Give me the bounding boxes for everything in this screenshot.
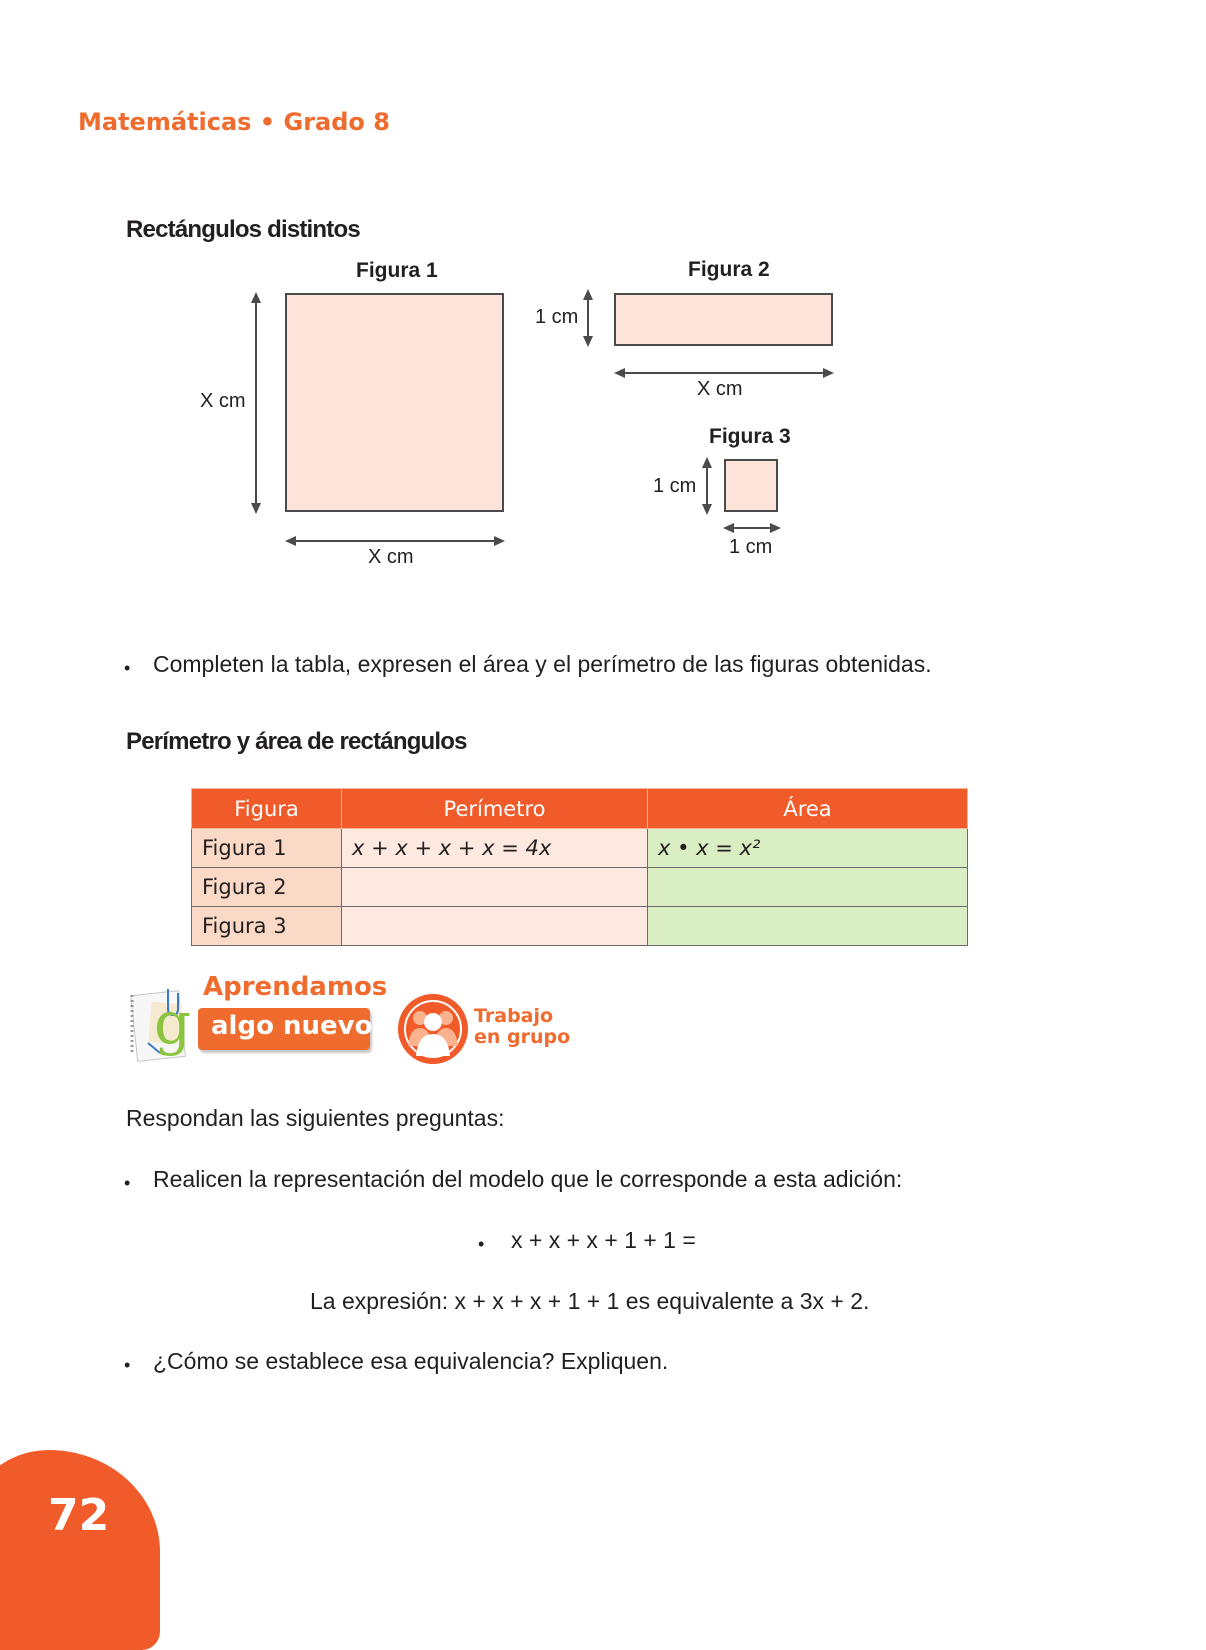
section-title-perimeter-area: Perímetro y área de rectángulos bbox=[126, 728, 467, 755]
group-work-icon bbox=[396, 992, 470, 1066]
figure2-rectangle bbox=[614, 293, 833, 346]
figure1-height-arrow bbox=[245, 290, 267, 516]
q1-bullet: • bbox=[124, 1173, 131, 1193]
page-number: 72 bbox=[48, 1490, 110, 1541]
badge-g-letter: g bbox=[154, 989, 192, 1057]
table-header-area: Área bbox=[648, 789, 968, 829]
table-row bbox=[192, 907, 968, 946]
table-cell-figura: Figura 1 bbox=[192, 829, 342, 868]
figure2-width-label: X cm bbox=[697, 378, 743, 400]
q2-bullet: • bbox=[124, 1355, 131, 1375]
perimeter-area-table bbox=[191, 788, 968, 946]
page-number-blob bbox=[0, 1450, 160, 1650]
table-cell-perimetro[interactable] bbox=[342, 907, 648, 946]
figure2-height-label: 1 cm bbox=[535, 306, 579, 328]
q1-text: Realicen la representación del modelo que le corresponde a esta adición: bbox=[153, 1166, 903, 1192]
questions-intro: Respondan las siguientes preguntas: bbox=[126, 1105, 505, 1131]
expression-bullet: • bbox=[478, 1234, 485, 1254]
q2-text: ¿Cómo se establece esa equivalencia? Expliquen. bbox=[153, 1348, 669, 1374]
figure3-height-arrow bbox=[697, 456, 717, 516]
equivalence-text: La expresión: x + x + x + 1 + 1 es equivalente a 3x + 2. bbox=[310, 1288, 870, 1314]
table-cell-area: x • x = x² bbox=[648, 829, 968, 868]
table-cell-area[interactable] bbox=[648, 868, 968, 907]
instruction1-text: Completen la tabla, expresen el área y el perímetro de las figuras obtenidas. bbox=[153, 651, 932, 677]
badge-learn-line2: algo nuevo bbox=[211, 1011, 373, 1041]
figure1-label: Figura 1 bbox=[356, 259, 438, 282]
table-row bbox=[192, 829, 968, 868]
table-cell-perimetro[interactable] bbox=[342, 868, 648, 907]
figure1-height-label: X cm bbox=[200, 390, 246, 412]
figure2-height-arrow bbox=[578, 288, 598, 348]
table-cell-area[interactable] bbox=[648, 907, 968, 946]
badge-group-line2: en grupo bbox=[474, 1026, 571, 1048]
table-cell-figura: Figura 2 bbox=[192, 868, 342, 907]
figure1-square bbox=[285, 293, 504, 512]
table-cell-perimetro: x + x + x + x = 4x bbox=[342, 829, 648, 868]
table-header-row bbox=[192, 789, 968, 829]
figure3-height-label: 1 cm bbox=[653, 475, 697, 497]
table-row bbox=[192, 868, 968, 907]
page-header-title: Matemáticas • Grado 8 bbox=[78, 108, 390, 136]
badge-group-line1: Trabajo bbox=[474, 1005, 554, 1027]
table-header-perimetro: Perímetro bbox=[342, 789, 648, 829]
notebook-icon bbox=[128, 985, 190, 1063]
figure2-label-text: Figura 2 bbox=[688, 258, 770, 281]
expression-text: x + x + x + 1 + 1 = bbox=[511, 1227, 696, 1253]
figure1-width-label: X cm bbox=[368, 546, 414, 568]
table-cell-figura: Figura 3 bbox=[192, 907, 342, 946]
badge-learn-line1: Aprendamos bbox=[203, 972, 388, 1002]
figure3-width-arrow bbox=[722, 518, 782, 538]
figure3-width-label: 1 cm bbox=[729, 536, 773, 558]
figure3-square bbox=[724, 459, 778, 512]
table-header-figura: Figura bbox=[192, 789, 342, 829]
instruction1-bullet: • bbox=[124, 658, 131, 678]
figure3-label: Figura 3 bbox=[709, 425, 791, 448]
section-title-rectangles: Rectángulos distintos bbox=[126, 216, 360, 243]
